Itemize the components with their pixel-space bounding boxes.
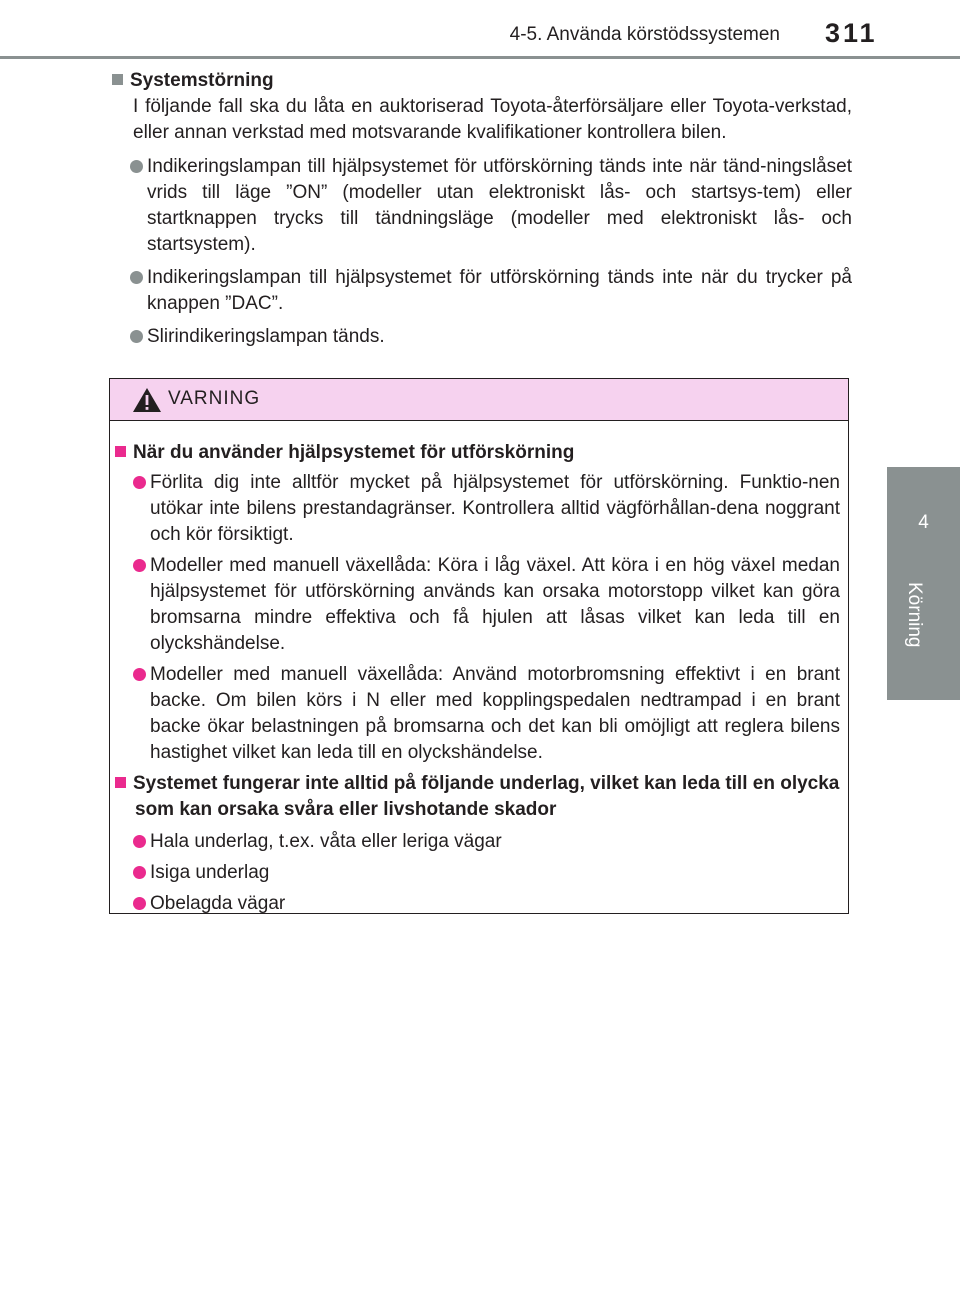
page-number: 311 bbox=[825, 18, 878, 48]
list-item: Förlita dig inte alltför mycket på hjälpsystemet för utförskörning. Funktio-nen utökar inte bilens prestandagränser. Kontrollera alltid vägförhållan-dena noggrant och kör försiktigt. bbox=[115, 470, 840, 548]
warning-heading-text: När du använder hjälpsystemet för utförskörning bbox=[133, 442, 575, 463]
list-item: Indikeringslampan till hjälpsystemet för utförskörning tänds inte när du trycker på knappen ”DAC”. bbox=[112, 265, 852, 317]
square-bullet-icon bbox=[115, 446, 126, 457]
section-heading-text: Systemstörning bbox=[130, 70, 274, 91]
main-content bbox=[112, 68, 852, 357]
circle-bullet-icon bbox=[133, 866, 146, 879]
header-divider bbox=[0, 56, 960, 59]
circle-bullet-icon bbox=[133, 668, 146, 681]
circle-bullet-icon bbox=[133, 476, 146, 489]
square-bullet-icon bbox=[115, 777, 126, 788]
list-item: Slirindikeringslampan tänds. bbox=[112, 324, 852, 350]
warning-body bbox=[110, 421, 848, 917]
list-item: Modeller med manuell växellåda: Använd motorbromsning effektivt i en brant backe. Om bilen körs i N eller med kopplingspedalen nedtrampad i en brant backe ökar belastningen på bromsarna och det kan bli omöjligt att reglera bilens hastighet vilket kan leda till en olyckshändelse. bbox=[115, 662, 840, 766]
circle-bullet-icon bbox=[130, 330, 143, 343]
circle-bullet-icon bbox=[133, 559, 146, 572]
square-bullet-icon bbox=[112, 74, 123, 85]
section-intro: I följande fall ska du låta en auktoriserad Toyota-återförsäljare eller Toyota-verkstad, eller annan verkstad med motsvarande kvalifikationer kontrollera bilen. bbox=[133, 96, 852, 143]
circle-bullet-icon bbox=[133, 835, 146, 848]
warning-usage-list bbox=[115, 470, 840, 766]
warning-header bbox=[110, 379, 848, 421]
list-item: Obelagda vägar bbox=[115, 891, 840, 917]
circle-bullet-icon bbox=[133, 897, 146, 910]
circle-bullet-icon bbox=[130, 271, 143, 284]
list-item: Hala underlag, t.ex. våta eller leriga vägar bbox=[115, 829, 840, 855]
warning-box bbox=[109, 378, 849, 914]
fault-list bbox=[112, 154, 852, 350]
list-item: Indikeringslampan till hjälpsystemet för utförskörning tänds inte när tänd-ningslåset vrids till läge ”ON” (modeller utan elektroniskt lås- och startsys-tem) eller startknappen trycks till tändningsläge (modeller med elektroniskt lås- och startsystem). bbox=[112, 154, 852, 258]
chapter-tab-number: 4 bbox=[918, 512, 929, 533]
chapter-tab-label: Körning bbox=[904, 582, 925, 648]
warning-heading-surfaces bbox=[115, 771, 840, 823]
warning-heading-text: Systemet fungerar inte alltid på följande underlag, vilket kan leda till en olycka som kan orsaka svåra eller livshotande skador bbox=[133, 773, 840, 820]
list-item: Modeller med manuell växellåda: Köra i låg växel. Att köra i en hög växel medan hjälpsystemet för utförskörning används kan orsaka motorstopp vilket kan göra bromsarna mindre effektiva och få hjulen att låsas vilket kan leda till en olyckshändelse. bbox=[115, 553, 840, 657]
section-title: 4-5. Använda körstödssystemen bbox=[509, 24, 780, 45]
warning-surfaces-list bbox=[115, 829, 840, 917]
warning-triangle-icon bbox=[132, 387, 162, 413]
warning-heading-usage bbox=[115, 440, 840, 466]
warning-label: VARNING bbox=[168, 388, 261, 409]
list-item: Isiga underlag bbox=[115, 860, 840, 886]
circle-bullet-icon bbox=[130, 160, 143, 173]
section-heading-systemstorning bbox=[112, 68, 852, 94]
